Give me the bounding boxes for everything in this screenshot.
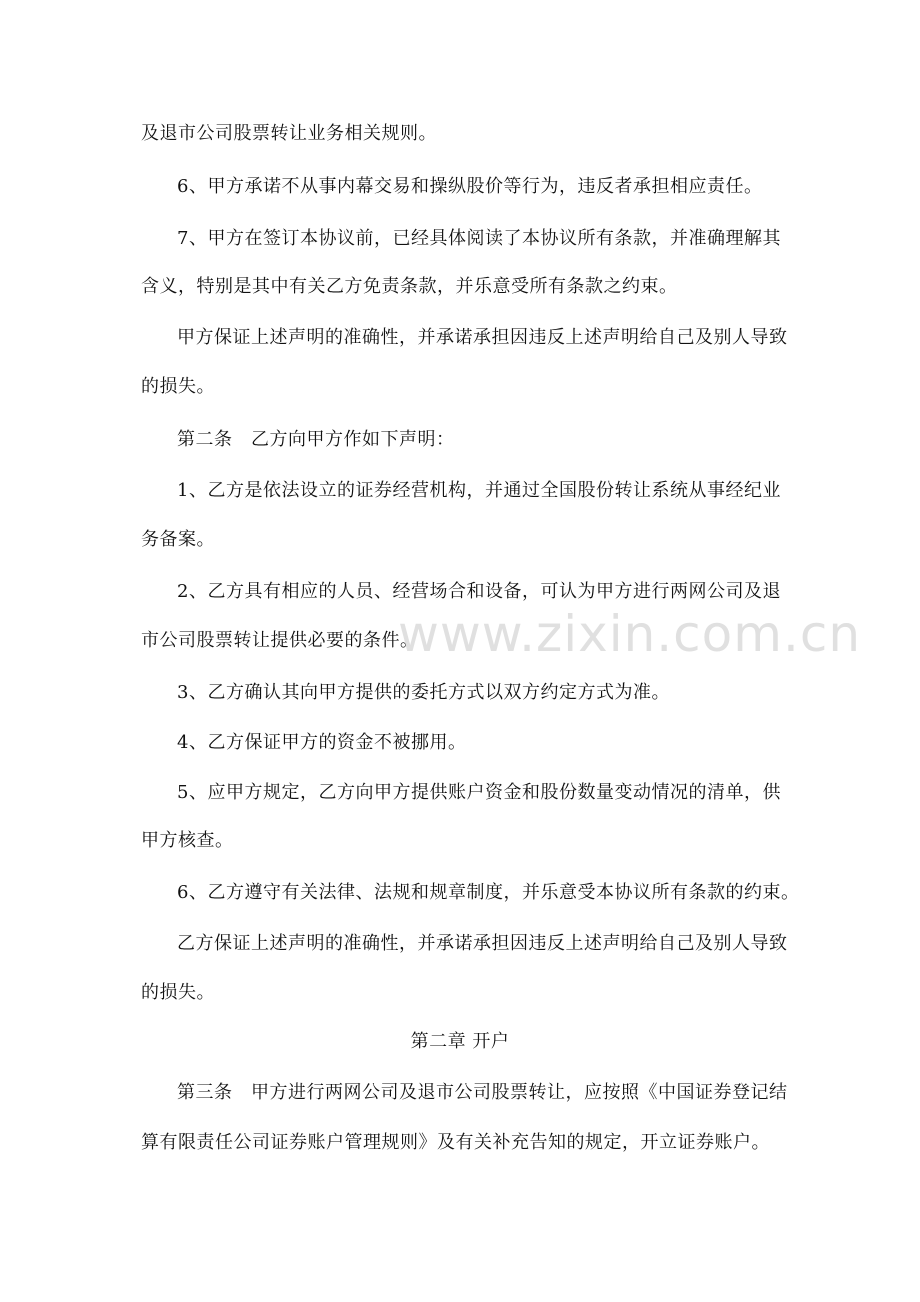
paragraph-line: 算有限责任公司证券账户管理规则》及有关补充告知的规定，开立证券账户。: [141, 1132, 770, 1153]
paragraph-line: 及退市公司股票转让业务相关规则。: [141, 123, 437, 144]
paragraph-line: 1、乙方是依法设立的证券经营机构，并通过全国股份转让系统从事经纪业: [177, 480, 781, 501]
paragraph-line: 5、应甲方规定，乙方向甲方提供账户资金和股份数量变动情况的清单，供: [177, 782, 781, 803]
paragraph-line: 7、甲方在签订本协议前，已经具体阅读了本协议所有条款，并准确理解其: [177, 228, 781, 249]
paragraph-line: 含义，特别是其中有关乙方免责条款，并乐意受所有条款之约束。: [141, 276, 678, 297]
paragraph-line: 2、乙方具有相应的人员、经营场合和设备，可认为甲方进行两网公司及退: [177, 581, 781, 602]
paragraph-line: 市公司股票转让提供必要的条件。: [141, 630, 419, 651]
chapter-heading: 第二章 开户: [410, 1031, 510, 1052]
paragraph-line: 6、乙方遵守有关法律、法规和规章制度，并乐意受本协议所有条款的约束。: [177, 882, 800, 903]
paragraph-line: 甲方核查。: [141, 830, 234, 851]
section-heading: 第二条 乙方向甲方作如下声明：: [177, 429, 455, 450]
paragraph-line: 4、乙方保证甲方的资金不被挪用。: [177, 732, 467, 753]
paragraph-line: 第三条 甲方进行两网公司及退市公司股票转让，应按照《中国证券登记结: [177, 1082, 788, 1103]
watermark: www.zixin.com.cn: [398, 605, 862, 663]
paragraph-line: 乙方保证上述声明的准确性，并承诺承担因违反上述声明给自己及别人导致: [177, 933, 788, 954]
paragraph-line: 的损失。: [141, 982, 215, 1003]
paragraph-line: 甲方保证上述声明的准确性，并承诺承担因违反上述声明给自己及别人导致: [177, 327, 788, 348]
paragraph-line: 务备案。: [141, 529, 215, 550]
paragraph-line: 3、乙方确认其向甲方提供的委托方式以双方约定方式为准。: [177, 682, 670, 703]
paragraph-line: 6、甲方承诺不从事内幕交易和操纵股价等行为，违反者承担相应责任。: [177, 176, 763, 197]
paragraph-line: 的损失。: [141, 376, 215, 397]
